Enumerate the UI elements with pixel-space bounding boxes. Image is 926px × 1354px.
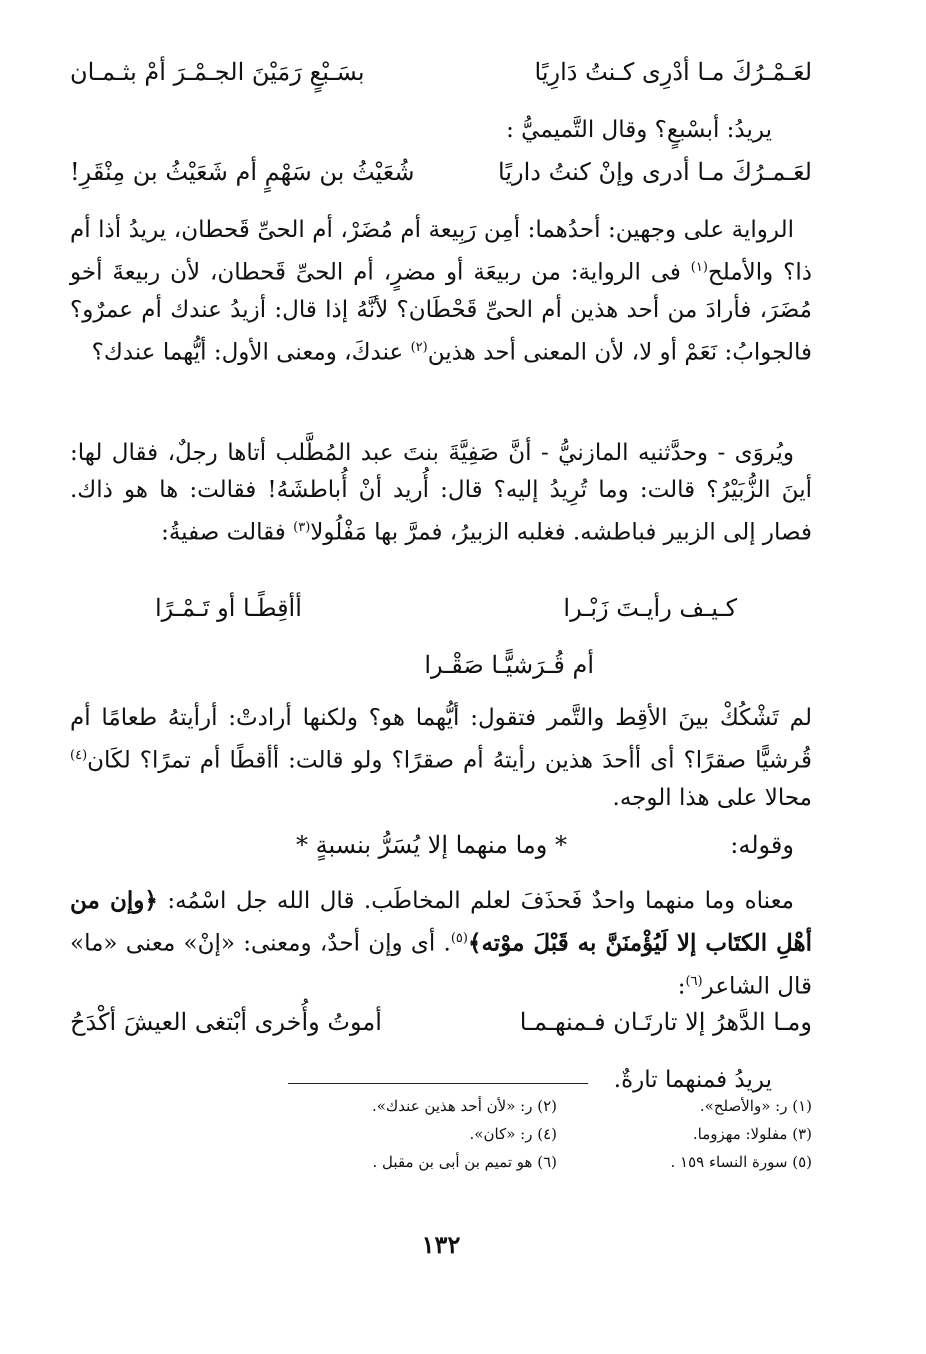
footnote-ref-4: (٤) <box>70 748 88 763</box>
paragraph-4: معناه وما منهما واحدٌ فَحذَفَ لعلم المخاطَب. قال الله جل اسْمُه: ﴿وإن من أهْلِ الكتَاب إلا لَيُؤْمنَنَّ به قَبْلَ موْته﴾$^{(٥)}$. أى وإن أحدٌ، ومعنى: «إنْ» معنى «ما» قال الشاعر$^{(٦)}$: <box>70 887 812 1000</box>
footnote-ref-5: (٥) <box>450 931 468 946</box>
footnote-2: (٢) ر: «لأن أحد هذين عندك». <box>371 1097 557 1115</box>
verse-5-first-hemistich: ومـا الدَّهرُ إلا تارتَـان فـمنهـمـا <box>519 1008 812 1036</box>
footnote-1: (١) ر: «والأصلح». <box>699 1097 812 1115</box>
verse-4: أم قُـرَشيًّـا صَقْـرا <box>424 651 594 679</box>
page <box>70 40 812 1330</box>
footnote-ref-2: (٢) <box>410 339 428 355</box>
verse-1-second-hemistich: بسَـبْعٍ رَمَيْنَ الجـمْـرَ أمْ بثـمـان <box>70 58 365 86</box>
line-3: يريدُ فمنهما تارةٌ. <box>613 1067 772 1093</box>
quran-quote: ﴿وإن من أهْلِ الكتَاب إلا لَيُؤْمنَنَّ به قَبْلَ موْته﴾ <box>70 887 812 957</box>
footnote-ref-3: (٣) <box>293 520 311 535</box>
page-number: ١٣٢ <box>421 1230 461 1259</box>
footnote-3: (٣) مفلولا: مهزوما. <box>692 1125 812 1143</box>
verse-1-first-hemistich: لعَـمْـرُكَ مـا أدْرِى كـنتُ دَارِيًا <box>534 58 812 86</box>
verse-3-first-hemistich: كـيـف رأيـتَ زَبْـرا <box>563 594 737 622</box>
paragraph-2: ويُروَى - وحدَّثنيه المازنيُّ - أنَّ صَفِيَّةَ بنتَ عبد المُطَّلب أتاها رجلٌ، فقال لها: أينَ الزُّبَيْرُ؟ قالت: وما تُرِيدُ إليه؟ قال: أُريد أنْ أُباطشَهُ! فقالت: ها هو ذاك. فصار إلى الزبير فباطشه. فغلبه الزبيرُ، فمرَّ بها مَفْلُولا$^{(٣)}$ فقالت صفيةُ: <box>70 440 812 546</box>
verse-5-second-hemistich: أموتُ وأُخرى أبْتغى العيشَ أكْدَحُ <box>70 1008 382 1036</box>
paragraph-3: لم تَشْكُكْ بينَ الأقِط والتَّمر فتقول: أيُّهما هو؟ ولكنها أرادتْ: أرأيتهُ طعامًا أم قُرشيًّا صقرًا؟ أى أأحدَ هذين رأيتهُ أم صقرًا؟ ولو قالت: أأقطًا أم تمرًا؟ لكَان$^{(٤)}$ محالا على هذا الوجه. <box>70 705 812 811</box>
footnote-divider <box>288 1083 588 1084</box>
footnote-ref-6: (٦) <box>685 973 703 989</box>
paragraph-1: الرواية على وجهين: أحدُهما: أمِن رَبِيعة أم مُضَرْ، أم الحىِّ قَحطان، يريدُ أذا أم ذا؟ والأملح$^{(١)}$ فى الرواية: من ربيعَة أو مضرٍ، أم الحىِّ قَحطان، لأن ربيعةَ أخو مُضَرَ، فأرادَ من أحد هذين أم الحىِّ قَحْطَان؟ لأنَّهُ إذا قال: أزيدُ عندك أم عمرٌو؟ فالجوابُ: نَعَمْ أو لا، لأن المعنى أحد هذين$^{(٢)}$ عندكَ، ومعنى الأول: أيُّهما عندك؟ <box>70 217 812 366</box>
footnote-5: (٥) سورة النساء ١٥٩ . <box>670 1153 812 1171</box>
verse-2-first-hemistich: لعَـمـرُكَ مـا أدرى وإنْ كنتُ داريًا <box>498 158 812 186</box>
footnote-6: (٦) هو تميم بن أبى بن مقبل . <box>372 1153 557 1171</box>
line-2-verse: * وما منهما إلا يُسَرُّ بنسبةٍ * <box>295 831 567 859</box>
line-2-intro: وقوله: <box>730 831 794 859</box>
footnote-4: (٤) ر: «كان». <box>469 1125 557 1143</box>
footnote-ref-1: (١) <box>690 260 708 275</box>
verse-3-second-hemistich: أأقِطًـا أو تَـمْـرًا <box>155 594 302 622</box>
line-1: يريدُ: أبسْبعٍ؟ وقال التَّميميُّ : <box>506 117 772 143</box>
verse-2-second-hemistich: شُعَيْثُ بن سَهْمٍ أم شَعَيْثُ بن مِنْقَرِ! <box>70 158 415 186</box>
